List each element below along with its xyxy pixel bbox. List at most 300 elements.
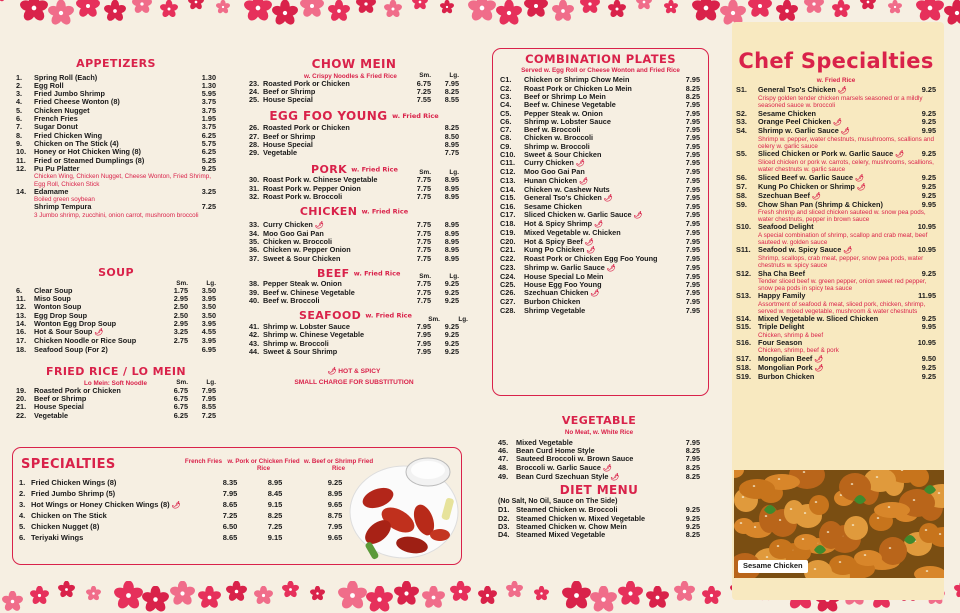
item-number: C13.: [500, 175, 516, 185]
flower-decoration: [422, 586, 445, 609]
item-number: 31.: [249, 183, 260, 193]
menu-item: [500, 151, 700, 159]
chow-mein-subtitle: w. Crispy Noodles & Fried Rice: [304, 72, 397, 80]
menu-item: [16, 132, 216, 140]
item-price-large: 8.95: [444, 253, 459, 263]
menu-item: [736, 150, 936, 159]
item-price: 8.25: [685, 462, 700, 472]
item-price: 3.75: [201, 122, 216, 132]
item-name: French Fries: [34, 115, 78, 124]
item-name-wrap: [524, 238, 670, 247]
item-name: Beef w. Broccoli: [263, 297, 320, 306]
item-price: 9.65: [327, 532, 343, 542]
item-number: S17.: [736, 353, 752, 363]
item-price: 7.95: [685, 201, 700, 211]
flower-decoration: [440, 0, 454, 14]
flower-decoration: [832, 0, 850, 18]
item-name-wrap: [263, 297, 403, 305]
pepper-icon: 🌶: [604, 264, 616, 272]
item-name-wrap: [758, 364, 908, 373]
item-name: Sliced Chicken w. Garlic Sauce: [524, 211, 632, 220]
item-name-wrap: [524, 203, 670, 211]
menu-item: [16, 157, 216, 165]
appetizers-list: [16, 74, 216, 219]
item-name-wrap: [34, 337, 160, 345]
item-name: Moo Goo Gai Pan: [524, 168, 585, 177]
item-name-wrap: [758, 339, 908, 347]
beef-size-header: Sm. Lg.: [419, 273, 459, 281]
item-name: Hot & Sour Soup: [34, 328, 93, 337]
menu-item: [19, 523, 365, 532]
item-name: Vegetable: [263, 149, 298, 158]
pepper-icon: 🌶: [312, 221, 324, 229]
item-name-wrap: [31, 523, 215, 532]
item-name: Szechuan Beef: [758, 191, 810, 200]
item-name: Chicken w. Pepper Onion: [263, 246, 351, 255]
item-price-small: 7.75: [416, 253, 431, 263]
menu-item: [16, 74, 216, 82]
item-price-large: 3.50: [201, 310, 216, 320]
menu-item: [500, 168, 700, 176]
flower-decoration: [748, 0, 772, 18]
item-name: Sliced Chicken or Pork w. Garlic Sauce: [758, 150, 894, 159]
item-number: 5.: [16, 105, 23, 115]
menu-item: [16, 107, 216, 115]
item-name: Sliced Beef w. Garlic Sauce: [758, 173, 854, 182]
item-name-wrap: [524, 143, 670, 151]
item-number: 11.: [16, 294, 26, 304]
item-name: Roast Pork or Chicken Lo Mein: [524, 84, 632, 93]
appetizers-section: [16, 58, 216, 219]
item-name: Sesame Chicken: [524, 202, 583, 211]
item-name-wrap: [524, 229, 670, 237]
item-name-wrap: [516, 515, 670, 523]
item-number: 9.: [16, 139, 23, 149]
item-name-wrap: [758, 323, 908, 331]
item-description: Chicken, shrimp & beef: [758, 331, 824, 339]
chef-subtitle: w. Fried Rice: [816, 76, 856, 84]
menu-item: [16, 98, 216, 106]
menu-item: [500, 143, 700, 151]
item-name-wrap: [34, 395, 160, 403]
item-name-wrap: [524, 85, 670, 93]
menu-item: [249, 255, 459, 263]
item-name: Wonton Egg Drop Soup: [34, 320, 117, 329]
item-number: C9.: [500, 141, 512, 151]
menu-item: [500, 229, 700, 237]
menu-item: [500, 118, 700, 126]
item-name: Mixed Vegetable w. Sliced Chicken: [758, 315, 879, 324]
item-number: 34.: [249, 228, 260, 238]
menu-item: [500, 76, 700, 84]
specialties-title: SPECIALTIES: [21, 457, 116, 472]
item-name-wrap: [263, 185, 403, 193]
item-name-wrap: [34, 412, 160, 420]
item-price-small: 6.25: [173, 410, 188, 420]
item-price-large: 8.95: [444, 219, 459, 229]
vegetable-title: VEGETABLE: [561, 414, 637, 427]
item-price: 1.30: [201, 80, 216, 90]
item-name-wrap: [263, 221, 403, 230]
item-name: House Special Lo Mein: [524, 272, 604, 281]
item-name: Broccoli w. Garlic Sauce: [516, 463, 601, 472]
flower-decoration: [310, 586, 325, 601]
item-price-large: 3.95: [201, 294, 216, 304]
item-price-small: 7.95: [416, 338, 431, 348]
item-price-large: 9.25: [444, 287, 459, 297]
item-price-large: 9.25: [444, 338, 459, 348]
menu-item: [500, 298, 700, 306]
appetizers-title: APPETIZERS: [76, 57, 156, 70]
item-price: 8.65: [222, 499, 238, 509]
item-name: Beef w. Chinese Vegetable: [263, 288, 355, 297]
item-name: Beef or Shrimp: [263, 88, 316, 97]
item-number: 4.: [19, 510, 26, 520]
item-price: 9.25: [921, 85, 936, 95]
flower-decoration: [198, 586, 221, 609]
menu-item: [19, 534, 365, 543]
item-name: Kung Po Chicken or Shrimp: [758, 182, 855, 191]
item-name-wrap: [758, 150, 908, 159]
item-name: Burbon Chicken: [758, 372, 815, 381]
item-price: 3.75: [201, 105, 216, 115]
item-name: Sweet & Sour Shrimp: [263, 347, 338, 356]
pepper-icon: 🌶: [608, 473, 620, 481]
item-name-wrap: [758, 223, 908, 231]
item-number: 47.: [498, 454, 509, 464]
sesame-chicken-photo: [734, 470, 944, 578]
item-name: Fried or Steamed Dumplings (8): [34, 156, 145, 165]
item-name: Hot & Spicy Beef: [524, 237, 583, 246]
specialties-box: [12, 447, 462, 565]
item-name: House Special: [34, 403, 84, 412]
item-name-wrap: [263, 193, 403, 201]
item-price: 8.25: [685, 446, 700, 456]
flower-decoration: [506, 581, 523, 598]
item-name: Seafood Delight: [758, 223, 814, 232]
item-name-wrap: [758, 246, 908, 255]
item-name-wrap: [263, 348, 403, 356]
item-name: Fried Jumbo Shrimp (5): [31, 489, 116, 498]
item-name-wrap: [34, 140, 182, 148]
item-name: Sweet & Sour Chicken: [263, 254, 341, 263]
item-number: 1.: [16, 72, 23, 82]
pepper-icon: 🌶: [169, 501, 181, 509]
flower-decoration: [580, 0, 600, 14]
item-price-small: 7.95: [416, 346, 431, 356]
item-name-wrap: [263, 80, 403, 88]
item-name-wrap: [524, 220, 670, 229]
menu-item: [500, 255, 700, 263]
item-price: 7.95: [685, 133, 700, 143]
item-name-wrap: [516, 506, 670, 514]
item-name: House Special: [263, 141, 313, 150]
item-price-large: 3.95: [201, 336, 216, 346]
item-price-small: 7.75: [416, 175, 431, 185]
menu-item: [16, 337, 216, 345]
menu-item: [500, 238, 700, 247]
item-number: S3.: [736, 116, 747, 126]
flower-decoration: [244, 0, 272, 22]
item-price-small: 3.25: [173, 327, 188, 337]
item-price: 7.95: [327, 521, 343, 531]
item-name: Mongolian Beef: [758, 354, 813, 363]
seafood-title: SEAFOOD w. Fried Rice: [299, 309, 412, 323]
item-name-wrap: [524, 76, 670, 84]
item-number: C10.: [500, 150, 516, 160]
pepper-icon: 🌶: [812, 364, 824, 372]
item-number: S12.: [736, 268, 752, 278]
item-price: 8.45: [267, 488, 283, 498]
item-price: 9.25: [327, 478, 343, 487]
fried-rice-size-header: Sm. Lg.: [176, 378, 216, 386]
item-price-large: 9.25: [444, 330, 459, 340]
item-number: D3.: [498, 521, 510, 531]
menu-item: [249, 124, 459, 132]
item-price: 8.25: [267, 510, 283, 520]
item-price: 5.95: [201, 89, 216, 99]
flower-decoration: [20, 0, 48, 22]
item-number: 1.: [19, 478, 26, 487]
seafood-list: [249, 323, 459, 356]
item-number: C14.: [500, 184, 516, 194]
item-name-wrap: [263, 230, 403, 238]
menu-item: [16, 412, 216, 420]
item-name: Beef or Shrimp: [34, 395, 87, 404]
flower-decoration: [114, 581, 143, 610]
item-name-wrap: [516, 464, 670, 473]
flower-decoration: [478, 586, 497, 605]
vegetable-list: [498, 439, 700, 482]
item-name-wrap: [34, 98, 182, 106]
item-price: 9.25: [685, 513, 700, 523]
item-name: Chicken Nugget (8): [31, 522, 100, 531]
item-number: 3.: [16, 89, 23, 99]
item-number: 38.: [249, 279, 260, 289]
item-number: C27.: [500, 297, 516, 307]
item-name: Seafood Soup (For 2): [34, 345, 108, 354]
item-number: 4.: [16, 97, 23, 107]
pepper-icon: 🌶: [841, 247, 853, 255]
menu-item: [736, 127, 936, 136]
item-price-large: 8.95: [444, 236, 459, 246]
item-price-small: 2.50: [173, 310, 188, 320]
menu-item: [249, 297, 459, 305]
diet-title: DIET MENU: [559, 482, 639, 497]
item-name-wrap: [516, 523, 670, 531]
item-name-wrap: [34, 295, 160, 303]
item-name-wrap: [34, 107, 182, 115]
menu-item: [500, 246, 700, 255]
flower-decoration: [450, 581, 471, 602]
item-name: House Egg Foo Young: [524, 281, 602, 290]
item-price: 9.25: [685, 521, 700, 531]
item-price: 9.25: [921, 371, 936, 381]
item-name-wrap: [758, 315, 908, 323]
item-price: 9.25: [921, 116, 936, 126]
item-number: 17.: [16, 336, 27, 346]
item-name-wrap: [758, 127, 908, 136]
item-number: 39.: [249, 287, 260, 297]
item-number: 49.: [498, 471, 509, 481]
item-description: Shrimp, scallops, crab meat, pepper, snow pea pods, water chestnuts w. spicy sauce: [758, 255, 924, 270]
pepper-icon: 🌶: [592, 221, 603, 229]
item-number: 24.: [249, 87, 260, 97]
flower-decoration: [702, 586, 721, 605]
flower-decoration: [272, 0, 298, 26]
item-price-large: 4.55: [201, 327, 216, 337]
flower-decoration: [132, 0, 152, 14]
item-name: Hot & Spicy Shrimp: [524, 220, 593, 229]
item-price-large: 3.50: [201, 285, 216, 295]
pepper-icon: 🌶: [838, 127, 850, 135]
pepper-icon: 🌶: [812, 355, 824, 363]
item-name: Chicken on The Stick (4): [34, 140, 119, 149]
item-price: 7.95: [685, 245, 700, 255]
item-number: S7.: [736, 181, 747, 191]
menu-item: [736, 192, 936, 201]
item-price: 7.95: [685, 236, 700, 246]
item-price: 8.25: [685, 91, 700, 101]
item-name: Shrimp w. Lobster Sauce: [524, 117, 611, 126]
item-name: Miso Soup: [34, 295, 71, 304]
egg-foo-young-list: [249, 124, 459, 157]
item-name-wrap: [263, 280, 403, 288]
item-number: 11.: [16, 155, 26, 165]
seafood-size-header: Sm. Lg.: [428, 315, 468, 323]
flower-decoration: [776, 0, 798, 22]
item-price-large: 8.55: [201, 402, 216, 412]
item-name: Fried Chicken Wing: [34, 131, 103, 140]
item-name: Hunan Chicken: [524, 176, 578, 185]
item-price: 8.35: [222, 478, 238, 487]
item-number: S16.: [736, 338, 752, 348]
item-name: Roast Pork w. Pepper Onion: [263, 184, 361, 193]
menu-item: [500, 134, 700, 142]
item-price-small: 6.75: [416, 78, 431, 88]
menu-item: [16, 346, 216, 354]
item-name: Beef w. Broccoli: [524, 126, 581, 135]
item-number: 19.: [16, 385, 27, 395]
item-name-wrap: [263, 124, 403, 132]
vegetable-subtitle: No Meat, w. White Rice: [564, 428, 634, 436]
menu-item: [500, 220, 700, 229]
menu-item: [16, 165, 216, 173]
item-name: Spring Roll (Each): [34, 73, 98, 82]
flower-decoration: [0, 0, 6, 2]
item-number: D4.: [498, 530, 510, 540]
pepper-icon: 🌶: [831, 118, 842, 126]
item-price-large: 9.25: [444, 279, 459, 289]
pepper-icon: 🌶: [600, 464, 612, 472]
pepper-icon: 🌶: [835, 87, 847, 95]
item-number: S2.: [736, 108, 747, 118]
item-name: Moo Goo Gai Pan: [263, 229, 324, 238]
pork-title: PORK w. Fried Rice: [311, 162, 398, 176]
item-price: 9.95: [921, 199, 936, 209]
item-price: 9.25: [921, 108, 936, 118]
item-name: Vegetable: [34, 411, 69, 420]
flower-decoration: [170, 581, 195, 606]
item-name: Seafood w. Spicy Sauce: [758, 246, 842, 255]
item-number: 6.: [16, 285, 23, 295]
item-price: 7.95: [685, 150, 700, 160]
item-number: 46.: [498, 446, 509, 456]
combination-title: COMBINATION PLATES: [525, 52, 676, 66]
item-number: 28.: [249, 140, 260, 150]
item-number: C6.: [500, 116, 512, 126]
item-price-small: 2.95: [173, 319, 188, 329]
menu-item: [500, 281, 700, 289]
item-description: Shrimp w. pepper, water chestnuts, musuhrooms, scallions and celery w. garlic sauce: [758, 135, 935, 151]
item-name: Orange Peel Chicken: [758, 117, 831, 126]
item-number: 36.: [249, 245, 260, 255]
item-name: General Tso's Chicken: [758, 86, 836, 95]
item-number: 5.: [19, 521, 26, 531]
menu-item: [736, 223, 936, 231]
menu-item: [736, 355, 936, 364]
item-description: Assortment of seafood & meat, sliced pork, chicken, shrimp, served w. mixed vegetable, mushroom & water chestnuts: [758, 300, 926, 315]
item-description: 3 Jumbo shrimp, zucchini, onion carrot, mushroom broccoli: [34, 211, 199, 219]
soup-title: SOUP: [98, 266, 134, 279]
item-name-wrap: [263, 331, 403, 339]
item-number: 29.: [249, 148, 260, 158]
item-price-small: 7.75: [416, 219, 431, 229]
item-name-wrap: [758, 110, 908, 118]
item-name: Steamed Chicken w. Mixed Vegetable: [516, 514, 646, 523]
menu-item: [500, 177, 700, 186]
flower-decoration: [328, 0, 350, 22]
item-price: 3.75: [201, 97, 216, 107]
item-number: 16.: [16, 327, 27, 337]
pork-size-header: Sm. Lg.: [419, 168, 459, 176]
item-price: 5.25: [201, 155, 216, 165]
item-name: Egg Roll: [34, 81, 64, 90]
item-number: C20.: [500, 236, 516, 246]
item-description: Fresh shrimp and sliced chicken sauteed w. snow pea pods, water chestnuts, pepper in brown sauce: [758, 208, 926, 224]
soup-section: [16, 267, 216, 354]
chef-specialties-section: [736, 50, 936, 381]
flower-decoration: [496, 0, 522, 26]
notes: [249, 368, 459, 386]
item-name-wrap: [34, 287, 160, 295]
item-price: 8.25: [685, 530, 700, 540]
item-name: Shrimp w. Garlic Sauce: [524, 263, 605, 272]
menu-item: [500, 186, 700, 194]
item-name: Bean Curd Home Style: [516, 447, 595, 456]
item-price: 10.95: [917, 338, 936, 348]
item-number: S13.: [736, 291, 752, 301]
item-number: C8.: [500, 133, 512, 143]
flower-decoration: [412, 0, 428, 10]
item-number: 33.: [249, 219, 260, 229]
item-price-large: 9.25: [444, 321, 459, 331]
flower-decoration: [804, 0, 824, 14]
item-name: Roast Pork w. Chinese Vegetable: [263, 176, 378, 185]
item-name: House Special: [263, 96, 313, 105]
item-price: 7.95: [685, 167, 700, 177]
item-price: 7.95: [685, 125, 700, 135]
col-french-fries: French Fries: [184, 458, 223, 465]
item-number: 18.: [16, 344, 27, 354]
menu-item: [498, 531, 700, 539]
menu-item: [249, 141, 459, 149]
menu-item: [19, 490, 365, 499]
item-name: Shrimp w. Broccoli: [524, 142, 590, 151]
item-price: 7.95: [685, 175, 700, 185]
item-name-wrap: [34, 165, 182, 173]
flower-decoration: [954, 581, 960, 598]
